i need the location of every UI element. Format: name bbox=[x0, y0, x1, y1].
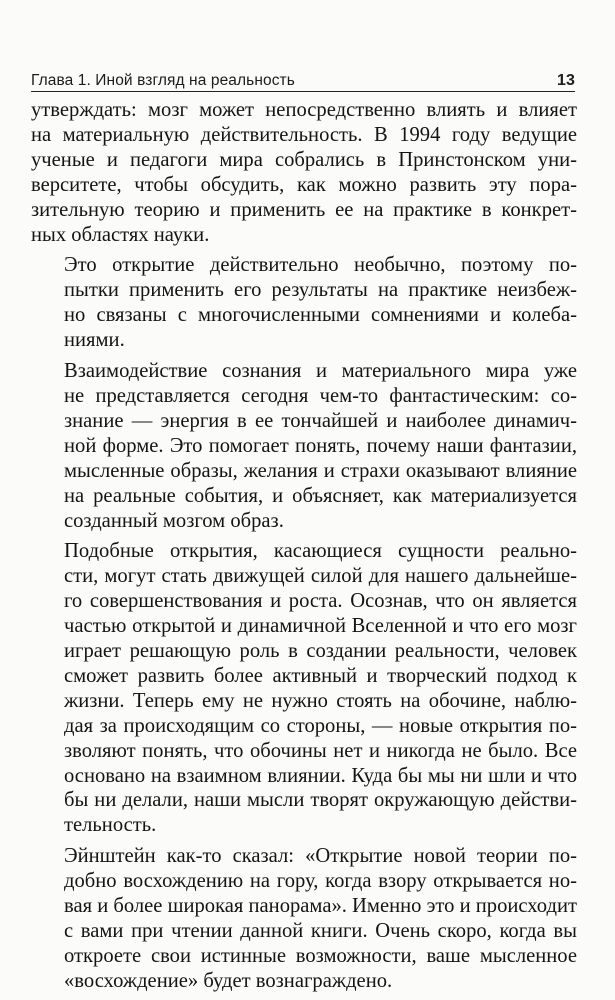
text-line: бы ни делали, наши мысли творят окружающую действи- bbox=[64, 789, 577, 812]
page-number: 13 bbox=[557, 72, 575, 89]
text-line: мысленные образы, желания и страхи оказывают влияние bbox=[64, 459, 577, 482]
text-line: на материальную действительность. В 1994 году ведущие bbox=[31, 123, 577, 146]
paragraph bbox=[31, 253, 577, 353]
body-text bbox=[31, 98, 577, 1000]
header-rule bbox=[31, 91, 575, 92]
text-line: откроете свои истинные возможности, ваше мысленное bbox=[64, 944, 577, 967]
running-header bbox=[31, 64, 575, 90]
text-line: Эйнштейн как-то сказал: «Открытие новой теории по- bbox=[64, 845, 577, 868]
text-line: тельность. bbox=[64, 814, 157, 837]
paragraph bbox=[31, 539, 577, 838]
text-line: дая за происходящим со стороны, — новые открытия по- bbox=[64, 714, 577, 737]
text-line: вая и более широкая панорама». Именно это и происходит bbox=[64, 895, 577, 918]
text-line: созданный мозгом образ. bbox=[64, 509, 284, 532]
text-line: утверждать: мозг может непосредственно влиять и влияет bbox=[31, 99, 577, 121]
text-line: не представляется сегодня чем-то фантастическим: со- bbox=[64, 384, 577, 407]
text-line: верситете, чтобы обсудить, как можно развить эту пора- bbox=[31, 173, 577, 196]
text-line: сможет развить более активный и творческий подход к bbox=[64, 664, 577, 687]
text-line: Это открытие действительно необычно, поэтому по- bbox=[64, 254, 577, 277]
text-line: частью открытой и динамичной Вселенной и что его мозг bbox=[64, 615, 577, 638]
text-line: го совершенствования и роста. Осознав, что он является bbox=[64, 590, 577, 613]
text-line: ученые и педагоги мира собрались в Принстонском уни- bbox=[31, 148, 577, 171]
text-line: ных областях науки. bbox=[31, 223, 210, 246]
text-line: основано на взаимном влиянии. Куда бы мы ни шли и что bbox=[64, 764, 577, 787]
text-line: сти, могут стать движущей силой для нашего дальнейше- bbox=[64, 565, 577, 588]
paragraph bbox=[31, 98, 577, 247]
text-line: Взаимодействие сознания и материального мира уже bbox=[64, 360, 577, 383]
chapter-title: Глава 1. Иной взгляд на реальность bbox=[31, 72, 295, 89]
text-line: добно восхождению на гору, когда взору открывается но- bbox=[64, 870, 577, 893]
text-line: на реальные события, и объясняет, как материализуется bbox=[64, 484, 577, 507]
text-line: пытки применить его результаты на практике неизбеж- bbox=[64, 279, 577, 302]
text-line: с вами при чтении данной книги. Очень скоро, когда вы bbox=[64, 920, 577, 942]
paragraph bbox=[31, 359, 577, 533]
text-line: зволяют понять, что обочины нет и никогда не было. Все bbox=[64, 739, 577, 762]
text-line: играет решающую роль в создании реальности, человек bbox=[64, 640, 577, 663]
text-line: «восхождение» будет вознаграждено. bbox=[64, 969, 393, 992]
text-line: Подобные открытия, касающиеся сущности реально- bbox=[64, 540, 577, 563]
paragraph bbox=[31, 844, 577, 993]
text-line: ной форме. Это помогает понять, почему наши фантазии, bbox=[64, 434, 577, 457]
text-line: зительную теорию и применить ее на практике в конкрет- bbox=[31, 198, 577, 221]
text-line: но связаны с многочисленными сомнениями и колеба- bbox=[64, 304, 577, 327]
text-line: знание — энергия в ее тончайшей и наиболее динамич- bbox=[64, 409, 577, 432]
text-line: жизни. Теперь ему не нужно стоять на обочине, наблю- bbox=[64, 689, 577, 712]
text-line: ниями. bbox=[64, 329, 125, 352]
